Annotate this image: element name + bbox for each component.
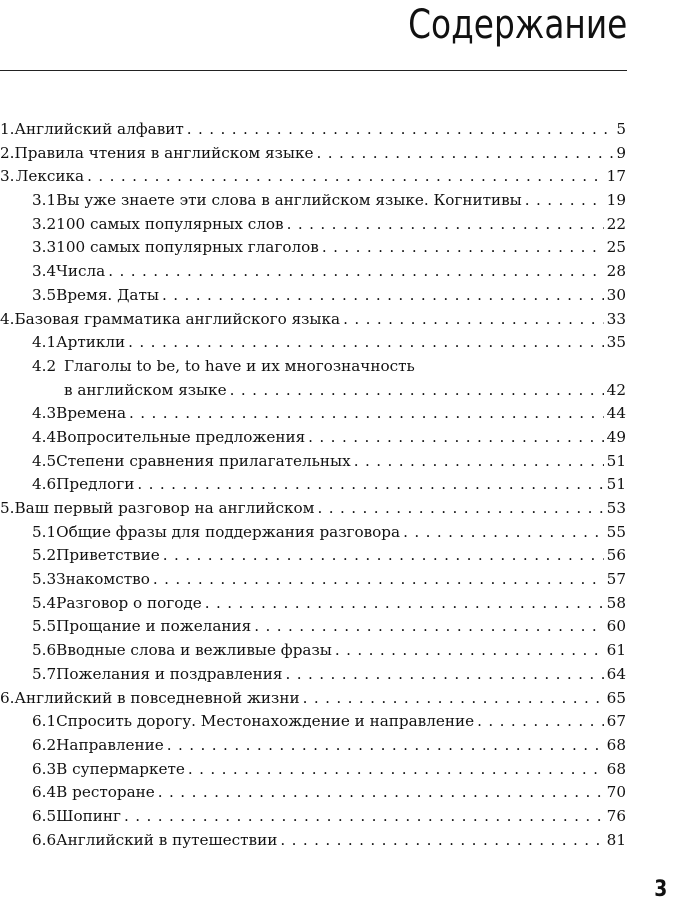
toc-entry-page: 22 <box>606 214 626 233</box>
toc-entry-page: 70 <box>606 783 626 802</box>
toc-entry[interactable] <box>0 213 626 237</box>
dot-leader <box>403 521 604 545</box>
toc-entry-page: 64 <box>606 664 626 683</box>
toc-entry-page: 81 <box>606 830 626 849</box>
toc-entry-title: Лексика <box>15 167 85 186</box>
dot-leader <box>188 758 604 782</box>
toc-entry[interactable] <box>0 450 626 474</box>
toc-entry-title: Английский в повседневной жизни <box>14 688 300 707</box>
toc-entry[interactable] <box>0 829 626 853</box>
toc-entry-page: 51 <box>606 475 626 494</box>
toc-entry[interactable] <box>0 402 626 426</box>
toc-entry-number: 4.1 <box>32 333 57 352</box>
toc-entry-title: Правила чтения в английском языке <box>14 143 314 162</box>
toc-entry-number: 3.3 <box>32 238 57 257</box>
toc-entry-title: Вопросительные предложения <box>56 427 306 446</box>
dot-leader <box>308 426 604 450</box>
dot-leader <box>187 118 614 142</box>
toc-entry-page: 5 <box>616 120 626 138</box>
toc-entry-number: 5.7 <box>32 664 57 683</box>
toc-entry-page: 57 <box>606 570 626 589</box>
toc-entry[interactable] <box>0 568 626 592</box>
toc-entry-number: 6.1 <box>32 712 57 731</box>
toc-entry[interactable] <box>0 734 626 758</box>
toc-entry-title: Времена <box>56 404 127 423</box>
toc-entry[interactable] <box>0 379 626 403</box>
toc-entry-title: Прощание и пожелания <box>56 617 252 636</box>
toc-entry-page: 60 <box>606 617 626 636</box>
toc-entry[interactable] <box>0 592 626 616</box>
toc-entry[interactable] <box>0 710 626 734</box>
toc-entry-page: 68 <box>606 759 626 778</box>
dot-leader <box>477 710 604 734</box>
toc-entry-page: 55 <box>606 522 626 541</box>
toc-entry-title: Артикли <box>56 333 126 352</box>
toc-entry-number: 2. <box>0 143 15 162</box>
toc-entry-number: 4.5 <box>32 451 57 470</box>
toc-entry[interactable] <box>0 544 626 568</box>
toc-entry-title: Числа <box>56 262 106 281</box>
title-divider <box>0 70 627 71</box>
toc-entry-number: 6.5 <box>32 806 57 825</box>
dot-leader <box>316 142 613 166</box>
toc-entry-title: Шопинг <box>56 806 121 825</box>
dot-leader <box>525 189 604 213</box>
dot-leader <box>128 331 604 355</box>
toc-entry[interactable] <box>0 805 626 829</box>
toc-entry-page: 17 <box>606 167 626 186</box>
toc-entry[interactable] <box>0 308 626 332</box>
dot-leader <box>343 308 604 332</box>
toc-entry-page: 56 <box>606 546 626 565</box>
toc-entry-title: 100 самых популярных глаголов <box>56 238 319 257</box>
dot-leader <box>230 379 604 403</box>
toc-entry[interactable] <box>0 781 626 805</box>
page-number: 3 <box>653 877 667 902</box>
dot-leader <box>137 473 603 497</box>
toc-entry-title: Направление <box>56 735 164 754</box>
toc-entry-number: 5.1 <box>32 522 57 541</box>
toc-entry-number: 4.3 <box>32 404 57 423</box>
dot-leader <box>158 781 604 805</box>
toc-entry-page: 25 <box>606 238 626 257</box>
toc-entry-title: в английском языке <box>64 380 227 399</box>
toc-entry[interactable] <box>0 189 626 213</box>
toc-entry[interactable] <box>0 521 626 545</box>
toc-entry-number: 5.3 <box>32 570 57 589</box>
toc-entry-number: 3.1 <box>32 191 57 210</box>
toc-entry-page: 49 <box>606 427 626 446</box>
toc-entry[interactable] <box>0 615 626 639</box>
toc-entry[interactable] <box>0 355 626 379</box>
dot-leader <box>162 284 604 308</box>
toc-entry-title: Время. Даты <box>56 285 159 304</box>
toc-entry-number: 6.4 <box>32 783 57 802</box>
toc-entry-title: В ресторане <box>56 783 155 802</box>
toc-entry-page: 58 <box>606 593 626 612</box>
toc-entry-page: 42 <box>606 380 626 399</box>
toc-entry-number: 5.2 <box>32 546 57 565</box>
dot-leader <box>286 663 604 687</box>
toc-entry-title: Приветствие <box>56 546 160 565</box>
dot-leader <box>317 497 603 521</box>
toc-entry-title: Ваш первый разговор на английском <box>14 499 315 517</box>
toc-entry[interactable] <box>0 284 626 308</box>
dot-leader <box>205 592 604 616</box>
toc-entry-number: 6. <box>0 688 15 707</box>
dot-leader <box>335 639 604 663</box>
toc-entry-page: 61 <box>606 641 626 660</box>
dot-leader <box>287 213 604 237</box>
dot-leader <box>303 687 604 711</box>
toc-entry-page: 51 <box>606 451 626 470</box>
toc-entry[interactable] <box>0 236 626 260</box>
toc-entry[interactable] <box>0 639 626 663</box>
toc-entry-title: Предлоги <box>56 475 135 494</box>
toc-entry[interactable] <box>0 687 626 711</box>
toc-entry-title: Разговор о погоде <box>56 593 202 612</box>
toc-entry-title: Спросить дорогу. Местонахождение и направление <box>56 712 475 731</box>
page-title: Содержание <box>407 2 627 48</box>
toc-entry-number: 5.6 <box>32 641 57 660</box>
toc-entry-page: 76 <box>606 806 626 825</box>
dot-leader <box>129 402 604 426</box>
dot-leader <box>124 805 604 829</box>
toc-entry-page: 65 <box>606 688 626 707</box>
toc-entry-number: 3. <box>0 167 15 186</box>
toc-entry-title: Вы уже знаете эти слова в английском языке. Когнитивы <box>56 191 522 210</box>
dot-leader <box>87 165 604 189</box>
toc-entry-number: 6.6 <box>32 830 57 849</box>
dot-leader <box>254 615 603 639</box>
dot-leader <box>280 829 603 853</box>
toc-entry[interactable] <box>0 142 626 166</box>
toc-entry[interactable] <box>0 260 626 284</box>
toc-entry-title: Степени сравнения прилагательных <box>56 451 351 470</box>
toc-entry[interactable] <box>0 165 626 189</box>
toc-entry-title: Пожелания и поздравления <box>56 664 283 683</box>
table-of-contents <box>0 118 626 852</box>
dot-leader <box>167 734 604 758</box>
toc-entry-title: В супермаркете <box>56 759 185 778</box>
toc-entry-number: 4.4 <box>32 427 57 446</box>
toc-entry[interactable] <box>0 758 626 782</box>
toc-entry-title: Английский алфавит <box>14 120 184 138</box>
toc-entry-page: 28 <box>606 262 626 281</box>
toc-entry-page: 33 <box>606 309 626 328</box>
toc-entry-title: Английский в путешествии <box>56 830 278 849</box>
toc-entry-page: 67 <box>606 712 626 731</box>
toc-entry-title: Глаголы to be, to have и их многозначность <box>64 356 415 375</box>
toc-entry-title: Базовая грамматика английского языка <box>14 309 341 328</box>
dot-leader <box>322 236 604 260</box>
dot-leader <box>354 450 604 474</box>
toc-entry[interactable] <box>0 663 626 687</box>
toc-entry-page: 9 <box>616 143 626 162</box>
dot-leader <box>153 568 604 592</box>
toc-entry-title: Общие фразы для поддержания разговора <box>56 522 401 541</box>
toc-entry-number: 5. <box>0 499 15 517</box>
toc-entry-page: 44 <box>606 404 626 423</box>
toc-entry-number: 3.4 <box>32 262 57 281</box>
toc-entry-number: 4.6 <box>32 475 57 494</box>
toc-entry[interactable] <box>0 426 626 450</box>
dot-leader <box>163 544 604 568</box>
toc-entry-number: 4.2 <box>32 356 57 375</box>
toc-entry-number: 3.5 <box>32 285 57 304</box>
toc-entry-number: 4. <box>0 309 15 328</box>
toc-entry[interactable] <box>0 118 626 142</box>
toc-entry-title: Знакомство <box>56 570 150 589</box>
toc-entry[interactable] <box>0 473 626 497</box>
toc-entry-title: Вводные слова и вежливые фразы <box>56 641 332 660</box>
toc-entry-number: 5.4 <box>32 593 57 612</box>
toc-entry-number: 5.5 <box>32 617 57 636</box>
toc-entry-page: 68 <box>606 735 626 754</box>
toc-entry[interactable] <box>0 331 626 355</box>
toc-entry-number: 1. <box>0 120 15 138</box>
toc-entry-number: 6.3 <box>32 759 57 778</box>
dot-leader <box>108 260 603 284</box>
toc-entry-page: 35 <box>606 333 626 352</box>
toc-entry-number: 6.2 <box>32 735 57 754</box>
toc-entry[interactable] <box>0 497 626 521</box>
toc-entry-page: 30 <box>606 285 626 304</box>
toc-entry-page: 53 <box>606 499 626 517</box>
toc-entry-number: 3.2 <box>32 214 57 233</box>
toc-entry-title: 100 самых популярных слов <box>56 214 284 233</box>
toc-entry-page: 19 <box>606 191 626 210</box>
